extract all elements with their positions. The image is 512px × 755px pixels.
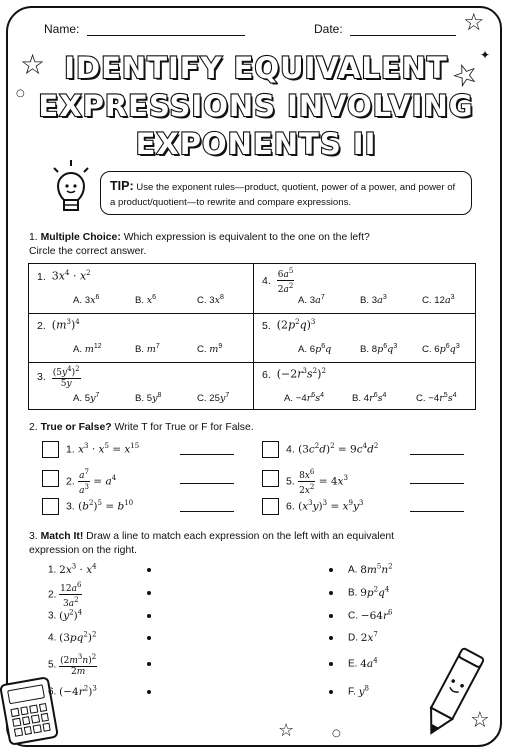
lightbulb-icon	[48, 158, 94, 218]
shooting-star-icon: ☆	[446, 54, 485, 97]
tf-5-checkbox[interactable]	[262, 470, 279, 487]
mc-1-option-a[interactable]: A. $3x^6$	[73, 294, 100, 307]
q1-instruction: Which expression is equivalent to the one on the left?	[123, 232, 370, 243]
match-left-3: 3. $(y^2)^4$	[48, 608, 83, 622]
tf-4-answer-line[interactable]	[410, 454, 464, 455]
tf-item-5: 5. $\frac{8x^6}{2x^2}$ = $4x^3$	[262, 470, 472, 490]
match-dot-left-1[interactable]	[147, 568, 151, 572]
mc-4-option-c[interactable]: C. $12a^3$	[422, 294, 455, 307]
sparkle-icon: ✦	[480, 48, 491, 62]
q2-instruction: Write T for True or F for False.	[114, 422, 254, 433]
tf-3-checkbox[interactable]	[42, 498, 59, 515]
q3-instruction-2: expression on the right.	[29, 545, 138, 556]
match-dot-left-4[interactable]	[147, 636, 151, 640]
match-left-2: 2. $\frac{12a^6}{3a^2}$	[48, 581, 82, 609]
mc-5-option-b[interactable]: B. $8p^6q^3$	[360, 343, 398, 356]
tf-6-answer-line[interactable]	[410, 511, 464, 512]
mc-1-option-b[interactable]: B. $x^6$	[135, 294, 157, 307]
match-dot-right-1[interactable]	[329, 568, 333, 572]
mc-item-4: 4. $\frac{6a^5}{2a^2}$ A. $3a^7$ B. $3a^3$ C. $12a^3$	[254, 264, 478, 313]
match-dot-right-4[interactable]	[329, 636, 333, 640]
q2-title: True or False?	[40, 422, 112, 433]
q3-heading	[29, 530, 394, 558]
match-right-d: D. $2x^7$	[348, 630, 378, 644]
mc-4-option-b[interactable]: B. $3a^3$	[360, 294, 387, 307]
q3-instruction: Draw a line to match each expression on the left with an equivalent	[86, 531, 395, 542]
q2-number: 2.	[29, 422, 38, 433]
date-field[interactable]	[314, 22, 456, 36]
star-icon: ☆	[20, 48, 46, 81]
tf-2-checkbox[interactable]	[42, 470, 59, 487]
mc-2-option-b[interactable]: B. $m^7$	[135, 343, 160, 356]
title-line-1: IDENTIFY EQUIVALENT	[64, 51, 448, 85]
q1-heading	[29, 231, 370, 259]
name-label: Name:	[44, 22, 80, 36]
match-dot-left-6[interactable]	[147, 690, 151, 694]
tf-item-6: 6. $(x^3y)^3 = x^9y^3$	[262, 498, 472, 518]
mc-6-option-c[interactable]: C. $-4r^5s^4$	[416, 392, 457, 405]
match-dot-right-2[interactable]	[329, 591, 333, 595]
mc-item-6: 6. $(-2r^3s^2)^2$ A. $-4r^6s^4$ B. $4r^6s^4$ C. $-4r^5s^4$	[254, 362, 478, 411]
mc-item-3: 3. $\frac{(5y^4)^2}{5y}$ A. $5y^7$ B. $5y^8$ C. $25y^7$	[29, 362, 253, 411]
name-field[interactable]	[44, 22, 245, 36]
mc-item-5: 5. $(2p^2q)^3$ A. $6p^6q$ B. $8p^6q^3$ C. $6p^6q^3$	[254, 313, 478, 362]
mc-5-option-a[interactable]: A. $6p^6q$	[298, 343, 332, 356]
tf-6-checkbox[interactable]	[262, 498, 279, 515]
q1-title: Multiple Choice:	[40, 232, 121, 243]
star-icon: ☆	[278, 720, 295, 741]
tf-item-3: 3. $(b^2)^5 = b^{10}$	[42, 498, 242, 518]
tf-4-checkbox[interactable]	[262, 441, 279, 458]
name-line[interactable]	[87, 23, 245, 36]
sparkle-icon: ○	[16, 88, 25, 99]
tf-2-answer-line[interactable]	[180, 483, 234, 484]
tf-3-answer-line[interactable]	[180, 511, 234, 512]
tf-1-answer-line[interactable]	[180, 454, 234, 455]
mc-6-option-a[interactable]: A. $-4r^6s^4$	[284, 392, 325, 405]
match-dot-left-5[interactable]	[147, 662, 151, 666]
mc-3-option-c[interactable]: C. $25y^7$	[197, 392, 230, 405]
q2-heading	[29, 421, 254, 435]
match-dot-right-5[interactable]	[329, 662, 333, 666]
mc-3-option-b[interactable]: B. $5y^8$	[135, 392, 162, 405]
match-right-f: F. $y^8$	[348, 684, 369, 698]
pencil-icon	[412, 646, 492, 742]
tf-item-4: 4. $(3c^2d)^2 = 9c^4d^2$	[262, 441, 472, 461]
q3-title: Match It!	[40, 531, 84, 542]
match-right-e: E. $4a^4$	[348, 656, 378, 670]
mc-2-option-c[interactable]: C. $m^9$	[197, 343, 223, 356]
mc-5-option-c[interactable]: C. $6p^6q^3$	[422, 343, 460, 356]
date-label: Date:	[314, 22, 343, 36]
mc-4-option-a[interactable]: A. $3a^7$	[298, 294, 325, 307]
match-left-6: 6. $(-4r^2)^3$	[48, 684, 97, 698]
multiple-choice-table	[28, 263, 476, 410]
match-left-4: 4. $(3pq^2)^2$	[48, 630, 97, 644]
match-right-c: C. $-64r^6$	[348, 608, 393, 622]
mc-item-1: 1. $3x^4 \cdot x^2$ A. $3x^6$ B. $x^6$ C. $3x^8$	[29, 264, 253, 313]
tip-body: Use the exponent rules—product, quotient, power of a power, and power of a product/quotient—to rewrite and compare expressions.	[110, 182, 456, 208]
q3-number: 3.	[29, 531, 38, 542]
mc-2-option-a[interactable]: A. $m^{12}$	[73, 343, 102, 356]
tip-text	[110, 179, 460, 210]
tf-item-1: 1. $x^3 \cdot x^5 = x^{15}$	[42, 441, 242, 461]
mc-6-option-b[interactable]: B. $4r^6s^4$	[352, 392, 387, 405]
q1-instruction-2: Circle the correct answer.	[29, 246, 147, 257]
match-dot-right-6[interactable]	[329, 690, 333, 694]
star-icon: ☆	[463, 8, 485, 36]
match-dot-left-3[interactable]	[147, 614, 151, 618]
sparkle-icon: ○	[332, 728, 341, 739]
match-left-1: 1. $2x^3 \cdot x^4$	[48, 562, 97, 576]
q1-number: 1.	[29, 232, 38, 243]
match-dot-left-2[interactable]	[147, 591, 151, 595]
star-icon: ☆	[470, 708, 490, 733]
mc-item-2: 2. $(m^3)^4$ A. $m^{12}$ B. $m^7$ C. $m^9$	[29, 313, 253, 362]
tf-5-answer-line[interactable]	[410, 483, 464, 484]
match-right-b: B. $9p^2q^4$	[348, 585, 390, 599]
title-line-3: EXPONENTS II	[135, 127, 377, 161]
title-line-2: EXPRESSIONS INVOLVING	[38, 89, 474, 123]
date-line[interactable]	[350, 23, 456, 36]
mc-3-option-a[interactable]: A. $5y^7$	[73, 392, 100, 405]
mc-1-option-c[interactable]: C. $3x^8$	[197, 294, 224, 307]
match-left-5: 5. $\frac{(2m^3n)^2}{2m}$	[48, 653, 97, 677]
tf-item-2: 2. $\frac{a^7}{a^3}$ = $a^4$	[42, 470, 242, 490]
match-right-a: A. $8m^5n^2$	[348, 562, 393, 576]
match-dot-right-3[interactable]	[329, 614, 333, 618]
tip-label: TIP:	[110, 179, 134, 193]
tf-1-checkbox[interactable]	[42, 441, 59, 458]
